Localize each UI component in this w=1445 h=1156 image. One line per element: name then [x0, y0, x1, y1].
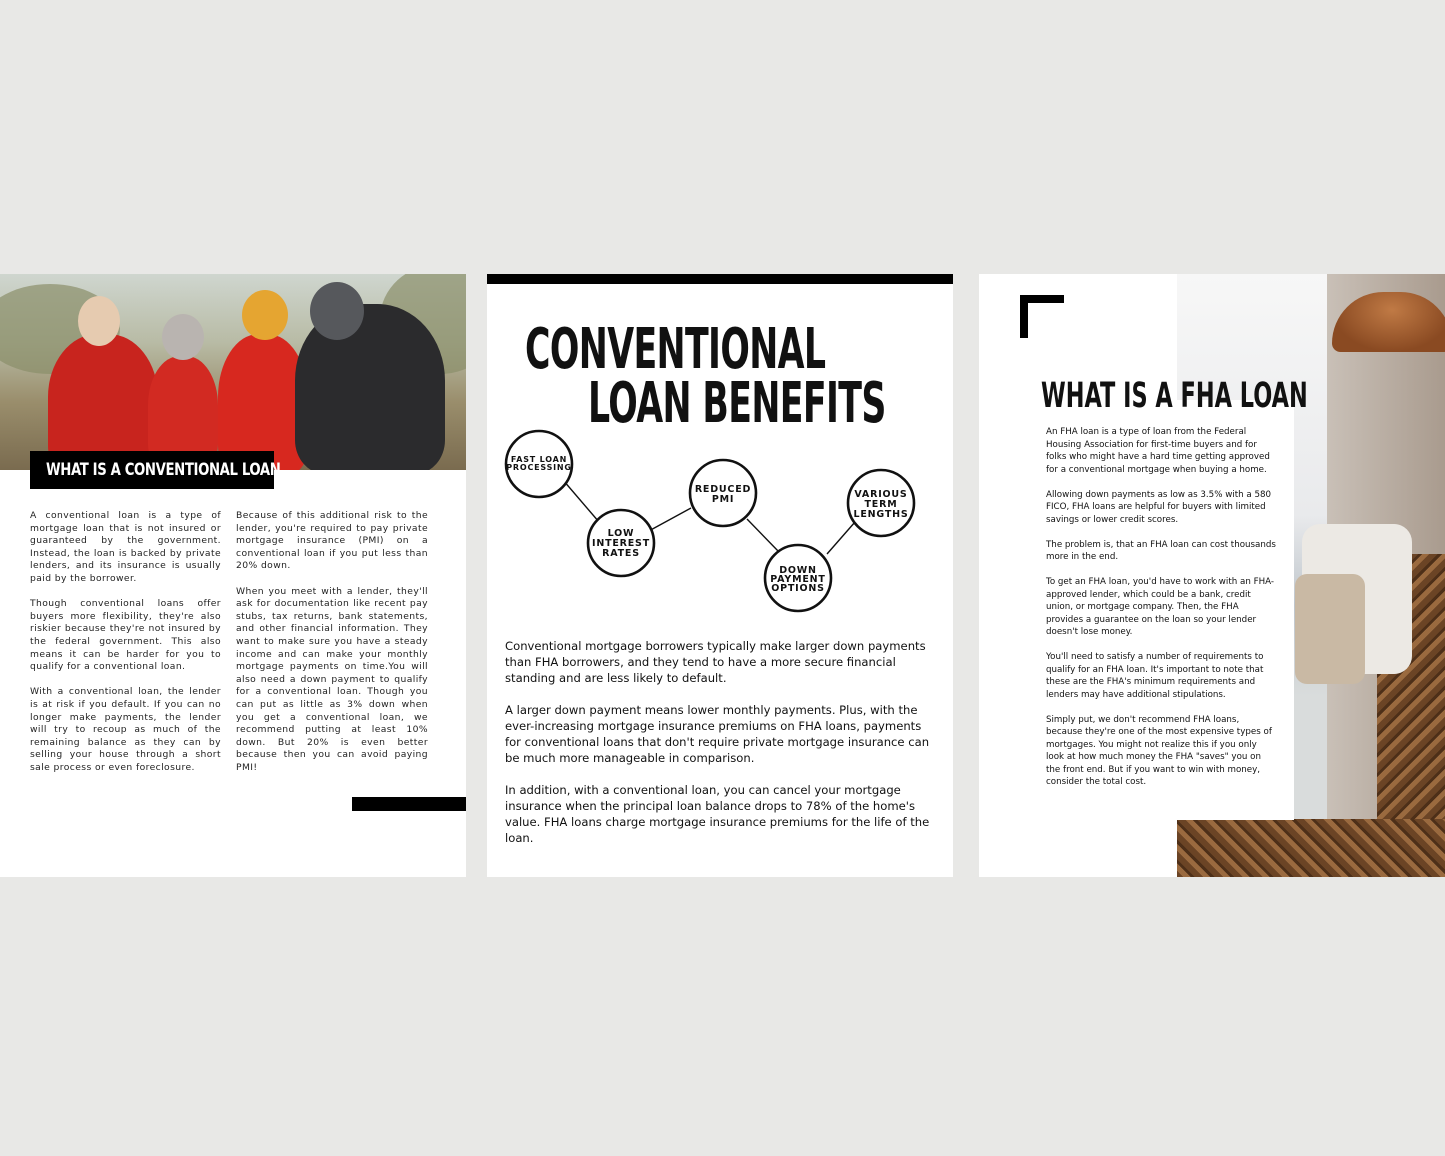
- page-conventional-loan: [0, 274, 466, 877]
- title-line-2: LOAN BENEFITS: [588, 371, 886, 436]
- node-label: TERM: [864, 499, 898, 510]
- paragraph: Conventional mortgage borrowers typically make larger down payments than FHA borrowers, and they tend to have a more secure financial standing and are less likely to default.: [505, 639, 926, 685]
- paragraph: Simply put, we don't recommend FHA loans, because they're one of the most expensive types of mortgages. You might not realize this if you only look at how much money the FHA "saves" you on the front end. But if you want to win with money, consider the total cost.: [1046, 714, 1272, 787]
- page-fha-loan: [979, 274, 1445, 877]
- paragraph: A larger down payment means lower monthly payments. Plus, with the ever-increasing mortgage insurance premiums on FHA loans, payments for conventional loans that don't require private mortgage insurance can be much more manageable in comparison.: [505, 703, 930, 765]
- fha-body: [1046, 426, 1276, 801]
- paragraph: Because of this additional risk to the lender, you're required to pay private mortgage insurance (PMI) on a conventional loan if you put less than 20% down.: [236, 510, 428, 572]
- benefits-diagram: [487, 424, 953, 624]
- node-label: OPTIONS: [771, 583, 825, 594]
- title-line-1: CONVENTIONAL: [525, 317, 826, 382]
- node-label: RATES: [602, 548, 640, 559]
- section-title: WHAT IS A FHA LOAN: [1041, 376, 1308, 416]
- paragraph: In addition, with a conventional loan, you can cancel your mortgage insurance when the principal loan balance drops to 78% of the home's value. FHA loans charge mortgage insurance premiums for the life of the loan.: [505, 783, 930, 845]
- connector-line: [563, 480, 599, 522]
- connector-line: [647, 508, 691, 532]
- node-label: FAST LOAN: [510, 455, 568, 464]
- paragraph: The problem is, that an FHA loan can cost thousands more in the end.: [1046, 539, 1276, 562]
- benefits-body: [505, 638, 930, 862]
- accent-bar: [352, 797, 466, 811]
- page-loan-benefits: [487, 274, 953, 877]
- paragraph: When you meet with a lender, they'll ask for documentation like recent pay stubs, tax returns, bank statements, and other financial information. They want to make sure you have a steady income and can make your monthly mortgage payments on time.You will also need a down payment to qualify for a conventional loan. Though you can put as little as 3% down when you get a conventional loan, we recommend putting at least 10% down. But 20% is even better because then you can avoid paying PMI!: [236, 585, 428, 773]
- text-column-left: [30, 510, 221, 787]
- node-label: INTEREST: [592, 538, 650, 549]
- paragraph: With a conventional loan, the lender is at risk if you default. If you can no longer make payments, the lender will try to recoup as much of the remaining balance as they can by selling your house through a short sale process or even foreclosure.: [30, 686, 221, 773]
- node-label: PROCESSING: [506, 463, 572, 472]
- connector-line: [827, 522, 855, 554]
- corner-bracket: [1020, 295, 1064, 338]
- node-label: PAYMENT: [770, 574, 826, 585]
- node-label: REDUCED: [694, 484, 752, 495]
- paragraph: A conventional loan is a type of mortgage loan that is not insured or guaranteed by the government. Instead, the loan is backed by private lenders, and its insurance is usually paid by the borrower.: [30, 510, 221, 584]
- paragraph: Allowing down payments as low as 3.5% with a 580 FICO, FHA loans are helpful for buyers with limited savings or lower credit scores.: [1046, 489, 1272, 525]
- text-column-right: [236, 510, 428, 787]
- wicker-chair: [1177, 819, 1445, 877]
- paragraph: You'll need to satisfy a number of requirements to qualify for an FHA loan. It's important to note that these are the FHA's minimum requirements and lenders may have additional stipulations.: [1046, 652, 1264, 700]
- node-label: LOW: [607, 528, 635, 539]
- connector-line: [747, 519, 779, 552]
- section-title: WHAT IS A CONVENTIONAL LOAN: [30, 451, 274, 489]
- node-label: LENGTHS: [853, 509, 909, 520]
- node-label: PMI: [711, 494, 735, 505]
- node-label: DOWN: [779, 565, 817, 576]
- paragraph: To get an FHA loan, you'd have to work with an FHA-approved lender, which could be a bank, credit union, or mortgage company. Then, the FHA provides a guarantee on the loan so your lender doesn't lose money.: [1046, 577, 1275, 637]
- paragraph: An FHA loan is a type of loan from the Federal Housing Association for first-time buyers and for folks who might have a hard time getting approved for a conventional mortgage when buying a home.: [1046, 427, 1270, 475]
- top-accent-bar: [487, 274, 953, 284]
- node-label: VARIOUS: [854, 489, 908, 500]
- paragraph: Though conventional loans offer buyers more flexibility, they're also riskier because they're not insured by the federal government. This also means it can be harder for you to qualify for a conventional loan.: [30, 598, 221, 673]
- family-photo: [0, 274, 466, 470]
